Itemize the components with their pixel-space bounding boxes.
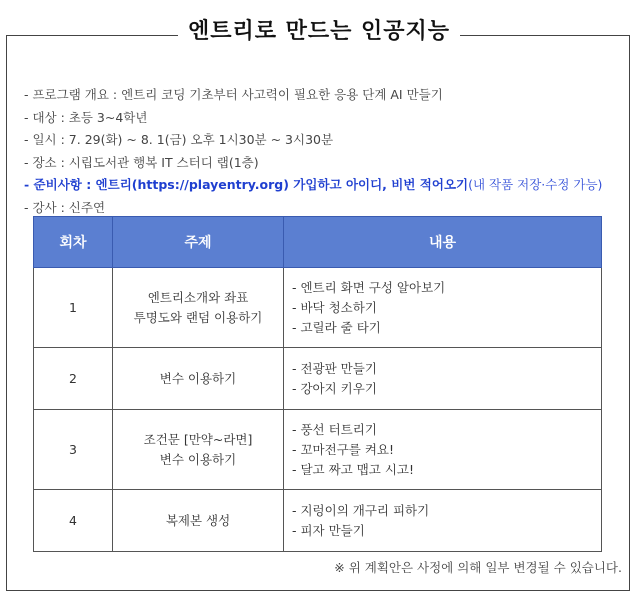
session-number: 3 [34, 410, 113, 490]
header-session: 회차 [34, 217, 113, 268]
content-line: - 지렁이의 개구리 피하기 [292, 502, 430, 518]
session-number: 1 [34, 268, 113, 348]
session-content [284, 268, 602, 348]
content-line: - 풍선 터트리기 [292, 421, 377, 437]
content-line: - 고릴라 줄 타기 [292, 319, 381, 335]
session-content [284, 490, 602, 552]
schedule-table [33, 216, 602, 552]
session-number: 2 [34, 348, 113, 410]
content-line: - 엔트리 화면 구성 알아보기 [292, 279, 446, 295]
table-header-row [34, 217, 602, 268]
title-wrap [0, 14, 638, 45]
footnote: ※ 위 계획안은 사정에 의해 일부 변경될 수 있습니다. [334, 560, 622, 575]
session-topic [113, 268, 284, 348]
content-line: - 피자 만들기 [292, 522, 365, 538]
session-topic [113, 410, 284, 490]
topic-line: 복제본 생성 [165, 512, 231, 528]
prep-note: (내 작품 저장·수정 가능) [468, 177, 603, 192]
session-topic [113, 490, 284, 552]
content-line: - 달고 짜고 맵고 시고! [292, 461, 415, 477]
session-content [284, 348, 602, 410]
prep-main: - 준비사항 : 엔트리(https://playentry.org) 가입하고 아이디, 비번 적어오기 [24, 177, 469, 192]
content-line: - 전광판 만들기 [292, 360, 377, 376]
session-topic [113, 348, 284, 410]
session-number: 4 [34, 490, 113, 552]
header-topic: 주제 [113, 217, 284, 268]
info-datetime: - 일시 : 7. 29(화) ~ 8. 1(금) 오후 1시30분 ~ 3시30분 [24, 132, 334, 147]
table-row [34, 348, 602, 410]
table-row [34, 410, 602, 490]
topic-line: 변수 이용하기 [159, 451, 237, 467]
session-content [284, 410, 602, 490]
table-row [34, 490, 602, 552]
info-overview: - 프로그램 개요 : 엔트리 코딩 기초부터 사고력이 필요한 응용 단계 AI 만들기 [24, 87, 443, 102]
program-info [24, 84, 624, 219]
table-row [34, 268, 602, 348]
topic-line: 변수 이용하기 [159, 370, 237, 386]
content-line: - 바닥 청소하기 [292, 299, 377, 315]
info-instructor: - 강사 : 신주연 [24, 199, 106, 215]
content-line: - 꼬마전구를 켜요! [292, 441, 394, 457]
page-title: 엔트리로 만드는 인공지능 [178, 14, 460, 45]
info-location: - 장소 : 시립도서관 행복 IT 스터디 랩(1층) [24, 154, 259, 170]
topic-line: 엔트리소개와 좌표 [147, 289, 249, 305]
content-line: - 강아지 키우기 [292, 380, 377, 396]
topic-line: 조건문 [만약~라면] [143, 431, 253, 447]
info-preparation [24, 174, 624, 197]
topic-line: 투명도와 랜덤 이용하기 [133, 309, 263, 325]
header-content: 내용 [284, 217, 602, 268]
info-target: - 대상 : 초등 3~4학년 [24, 109, 148, 125]
